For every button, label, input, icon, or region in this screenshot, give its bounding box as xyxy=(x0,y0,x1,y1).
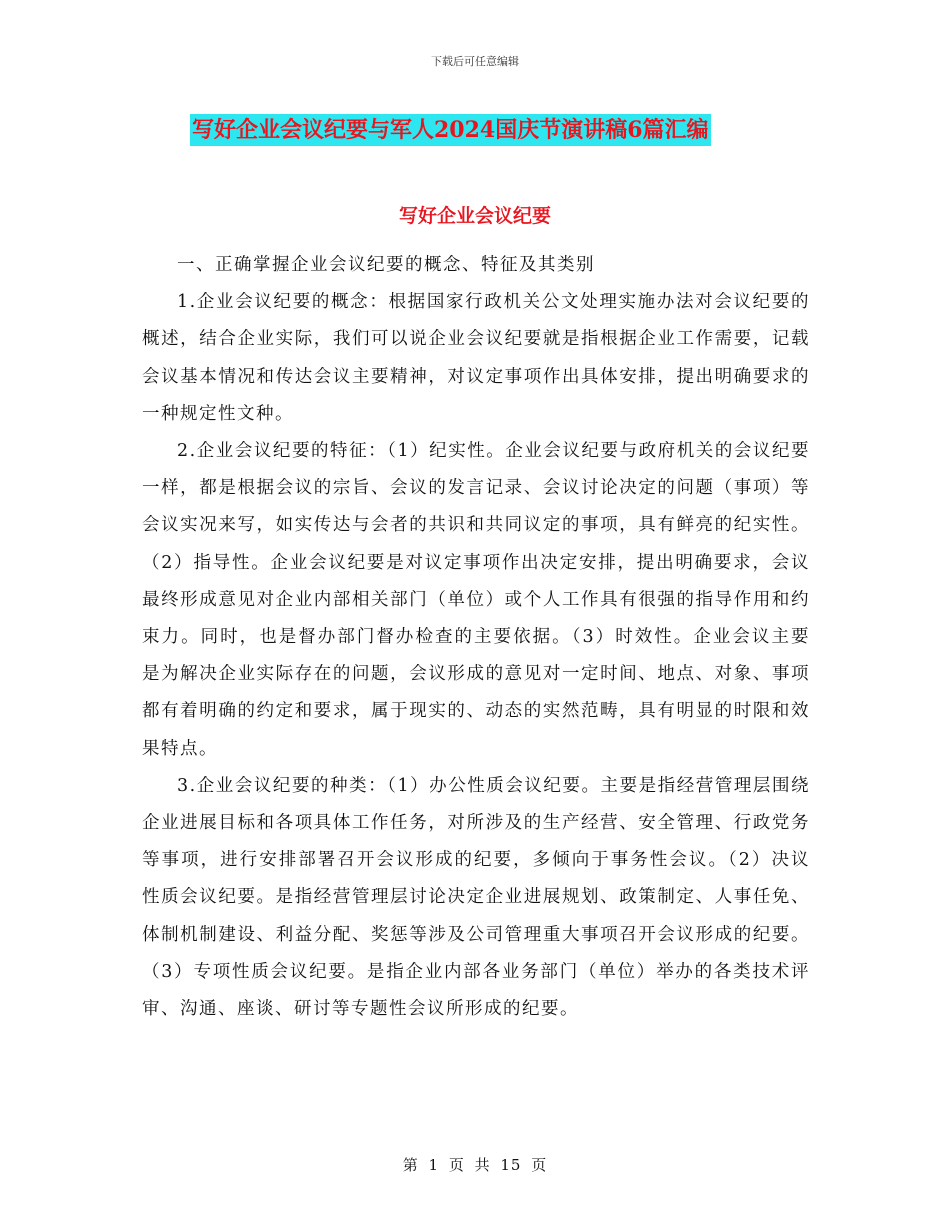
header-note: 下载后可任意编辑 xyxy=(431,55,519,68)
paragraph-features: 2.企业会议纪要的特征：（1）纪实性。企业会议纪要与政府机关的会议纪要一样，都是根据会议的宗旨、会议的发言记录、会议讨论决定的问题（事项）等会议实况来写，如实传达与会者的共识和共同议定的事项，具有鲜亮的纪实性。（2）指导性。企业会议纪要是对议定事项作出决定安排，提出明确要求，会议最终形成意见对企业内部相关部门（单位）或个人工作具有很强的指导作用和约束力。同时，也是督办部门督办检查的主要依据。（3）时效性。企业会议主要是为解决企业实际存在的问题，会议形成的意见对一定时间、地点、对象、事项都有着明确的约定和要求，属于现实的、动态的实然范畴，具有明显的时限和效果特点。 xyxy=(142,441,810,759)
paragraph-types: 3.企业会议纪要的种类：（1）办公性质会议纪要。主要是指经营管理层围绕企业进展目标和各项具体工作任务，对所涉及的生产经营、安全管理、行政党务等事项，进行安排部署召开会议形成的纪要，多倾向于事务性会议。（2）决议性质会议纪要。是指经营管理层讨论决定企业进展规划、政策制定、人事任免、体制机制建设、利益分配、奖惩等涉及公司管理重大事项召开会议形成的纪要。（3）专项性质会议纪要。是指企业内部各业务部门（单位）举办的各类技术评审、沟通、座谈、研讨等专题性会议所形成的纪要。 xyxy=(142,775,810,1020)
page-number-footer: 第 1 页 共 15 页 xyxy=(402,1156,548,1174)
body-text xyxy=(142,247,810,1028)
section-title: 写好企业会议纪要 xyxy=(398,205,551,227)
document-title: 写好企业会议纪要与军人2024国庆节演讲稿6篇汇编 xyxy=(190,114,711,146)
paragraph-heading: 一、正确掌握企业会议纪要的概念、特征及其类别 xyxy=(177,255,595,275)
paragraph-concept: 1.企业会议纪要的概念：根据国家行政机关公文处理实施办法对会议纪要的概述，结合企业实际，我们可以说企业会议纪要就是指根据企业工作需要，记载会议基本情况和传达会议主要精神，对议定事项作出具体安排，提出明确要求的一种规定性文种。 xyxy=(142,292,810,424)
